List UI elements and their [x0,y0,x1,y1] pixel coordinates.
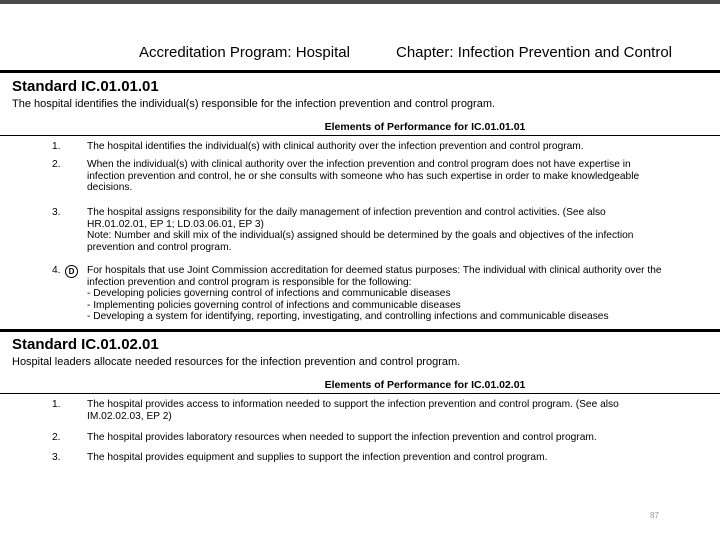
page-number: 87 [650,511,659,520]
divider [0,393,720,394]
deemed-status-icon: D [65,265,78,278]
chapter-title: Chapter: Infection Prevention and Control [396,44,672,61]
standard-description: The hospital identifies the individual(s) responsible for the infection prevention and control program. [12,98,496,110]
top-border [0,0,720,4]
ep-text: The hospital provides equipment and supplies to support the infection prevention and control program. [87,452,548,463]
ep-number: 3. [52,207,61,218]
ep-heading: Elements of Performance for IC.01.02.01 [324,379,526,391]
ep-text: The hospital provides access to information needed to support the infection prevention and control program. (See also IM.02.02.03, EP 2) [87,399,619,422]
section-rule [0,329,720,332]
ep-text: The hospital assigns responsibility for the daily management of infection prevention and control activities. (See also HR.01.02.01, EP 1; LD.03.06.01, EP 3) Note: Number and skill mix of the individual(s) assigned should be determined by the goals and objectives of the infection prevention and control program. [87,207,634,253]
ep-text: When the individual(s) with clinical authority over the infection prevention and control program does not have expertise in infection prevention and control, he or she consults with someone who has such expertise in order to make knowledgeable decisions. [87,159,640,193]
ep-text: For hospitals that use Joint Commission accreditation for deemed status purposes: The individual with clinical authority over the infection prevention and control program is responsible for the following: - Developing policies governing control of infections and communicable diseases - Implementing policies governing control of infections and communicable diseases - Developing a system for identifying, reporting, investigating, and controlling infections and communicable diseases [87,265,662,322]
ep-text: The hospital provides laboratory resources when needed to support the infection prevention and control program. [87,432,597,443]
ep-heading: Elements of Performance for IC.01.01.01 [324,121,526,133]
divider [0,135,720,136]
ep-number: 4. [52,265,61,276]
ep-number: 2. [52,432,61,443]
header-rule [0,70,720,73]
standard-title: Standard IC.01.02.01 [12,336,159,353]
standard-title: Standard IC.01.01.01 [12,78,159,95]
page-header [0,44,720,64]
ep-number: 3. [52,452,61,463]
standard-description: Hospital leaders allocate needed resources for the infection prevention and control program. [12,356,461,368]
ep-number: 1. [52,141,61,152]
program-title: Accreditation Program: Hospital [139,44,350,61]
ep-number: 1. [52,399,61,410]
ep-text: The hospital identifies the individual(s) with clinical authority over the infection prevention and control program. [87,141,584,152]
ep-number: 2. [52,159,61,170]
